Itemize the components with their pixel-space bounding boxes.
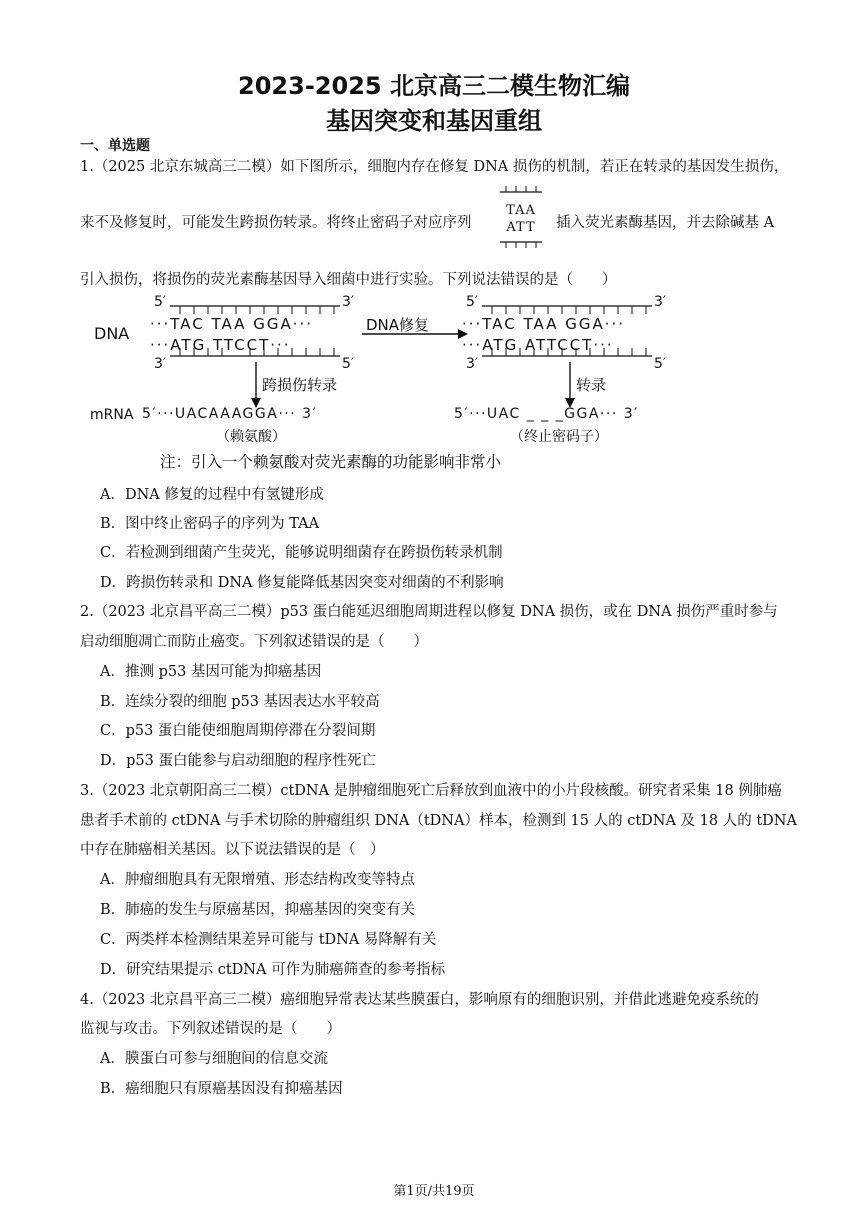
q4-line1: 4.（2023 北京昌平高三二模）癌细胞异常表达某些膜蛋白，影响原有的细胞识别，并借此逃避免疫系统的	[80, 992, 759, 1008]
q3-option-a: A．肿瘤细胞具有无限增殖、形态结构改变等特点	[100, 872, 415, 888]
inline-sequence-figure	[498, 186, 544, 248]
dna-repair-figure	[90, 290, 700, 475]
dna-repair-label: DNA修复	[366, 316, 430, 334]
q3-line1: 3.（2023 北京朝阳高三二模）ctDNA 是肿瘤细胞死亡后释放到血液中的小片段核酸。研究者采集 18 例肺癌	[80, 783, 782, 799]
q2-line1: 2.（2023 北京昌平高三二模）p53 蛋白能延迟细胞周期进程以修复 DNA 损伤，或在 DNA 损伤严重时参与	[80, 604, 778, 620]
right-5prime-bottom: 5′	[654, 356, 667, 372]
q1-line2b: 插入荧光素酶基因，并去除碱基 A	[556, 215, 775, 231]
q2-option-a: A．推测 p53 基因可能为抑癌基因	[100, 664, 322, 680]
left-3prime-bottom: 3′	[154, 356, 167, 372]
q3-option-b: B．肺癌的发生与原癌基因，抑癌基因的突变有关	[100, 902, 416, 918]
trans-lesion-label: 跨损伤转录	[262, 376, 338, 394]
right-3prime-bottom: 3′	[466, 356, 479, 372]
left-bottom-sequence: ···ATG TTCCT···	[150, 336, 291, 354]
stop-codon-note: （终止密码子）	[510, 429, 608, 445]
right-mrna-sequence: 5′···UAC _ _ _GGA··· 3′	[454, 406, 639, 422]
mrna-label: mRNA	[90, 407, 134, 423]
q4-option-b: B．癌细胞只有原癌基因没有抑癌基因	[100, 1081, 343, 1097]
q2-option-c: C．p53 蛋白能使细胞周期停滞在分裂间期	[100, 723, 376, 739]
q2-option-b: B．连续分裂的细胞 p53 基因表达水平较高	[100, 694, 380, 710]
left-3prime-top: 3′	[342, 294, 355, 310]
lysine-note: （赖氨酸）	[216, 429, 286, 445]
q1-line1: 1.（2025 北京东城高三二模）如下图所示，细胞内存在修复 DNA 损伤的机制，若正在转录的基因发生损伤，	[80, 159, 789, 175]
q1-option-d: D．跨损伤转录和 DNA 修复能降低基因突变对细菌的不利影响	[100, 575, 504, 591]
dna-label: DNA	[94, 324, 130, 343]
q1-option-b: B．图中终止密码子的序列为 TAA	[100, 516, 320, 532]
q1-line3: 引入损伤，将损伤的荧光素酶基因导入细菌中进行实验。下列说法错误的是（ ）	[80, 272, 617, 288]
q2-line2: 启动细胞凋亡而防止癌变。下列叙述错误的是（ ）	[80, 634, 428, 650]
page-subtitle: 基因突变和基因重组	[326, 107, 542, 135]
q4-line2: 监视与攻击。下列叙述错误的是（ ）	[80, 1021, 341, 1037]
inline-seq-bottom: ATT	[506, 220, 536, 235]
left-5prime-top: 5′	[154, 294, 167, 310]
right-5prime-top: 5′	[466, 294, 479, 310]
q3-line3: 中存在肺癌相关基因。以下说法错误的是（ ）	[80, 842, 385, 858]
right-top-sequence: ···TAC TAA GGA···	[462, 315, 626, 333]
transcription-label: 转录	[576, 376, 607, 394]
left-top-sequence: ···TAC TAA GGA···	[150, 315, 314, 333]
section-heading: 一、单选题	[80, 138, 150, 154]
right-3prime-top: 3′	[654, 294, 667, 310]
q1-option-c: C．若检测到细菌产生荧光，能够说明细菌存在跨损伤转录机制	[100, 545, 503, 561]
left-5prime-bottom: 5′	[342, 356, 355, 372]
q2-option-d: D．p53 蛋白能参与启动细胞的程序性死亡	[100, 753, 376, 769]
q1-option-a: A．DNA 修复的过程中有氢键形成	[100, 487, 324, 503]
q3-line2: 患者手术前的 ctDNA 与手术切除的肿瘤组织 DNA（tDNA）样本，检测到 15 人的 ctDNA 及 18 人的 tDNA	[80, 813, 797, 829]
q4-option-a: A．膜蛋白可参与细胞间的信息交流	[100, 1051, 328, 1067]
q1-line2a: 来不及修复时，可能发生跨损伤转录。将终止密码子对应序列	[80, 215, 472, 231]
q3-option-d: D．研究结果提示 ctDNA 可作为肺癌筛查的参考指标	[100, 962, 446, 978]
right-bottom-sequence: ···ATG ATTCCT···	[462, 336, 614, 354]
q3-option-c: C．两类样本检测结果差异可能与 tDNA 易降解有关	[100, 932, 437, 948]
inline-seq-top: TAA	[506, 203, 536, 218]
figure-footnote: 注：引入一个赖氨酸对荧光素酶的功能影响非常小	[160, 453, 502, 471]
left-mrna-sequence: 5′···UACAAAGGA··· 3′	[142, 406, 318, 422]
page-title: 2023-2025 北京高三二模生物汇编	[238, 72, 630, 100]
page-number: 第1页/共19页	[393, 1184, 475, 1199]
